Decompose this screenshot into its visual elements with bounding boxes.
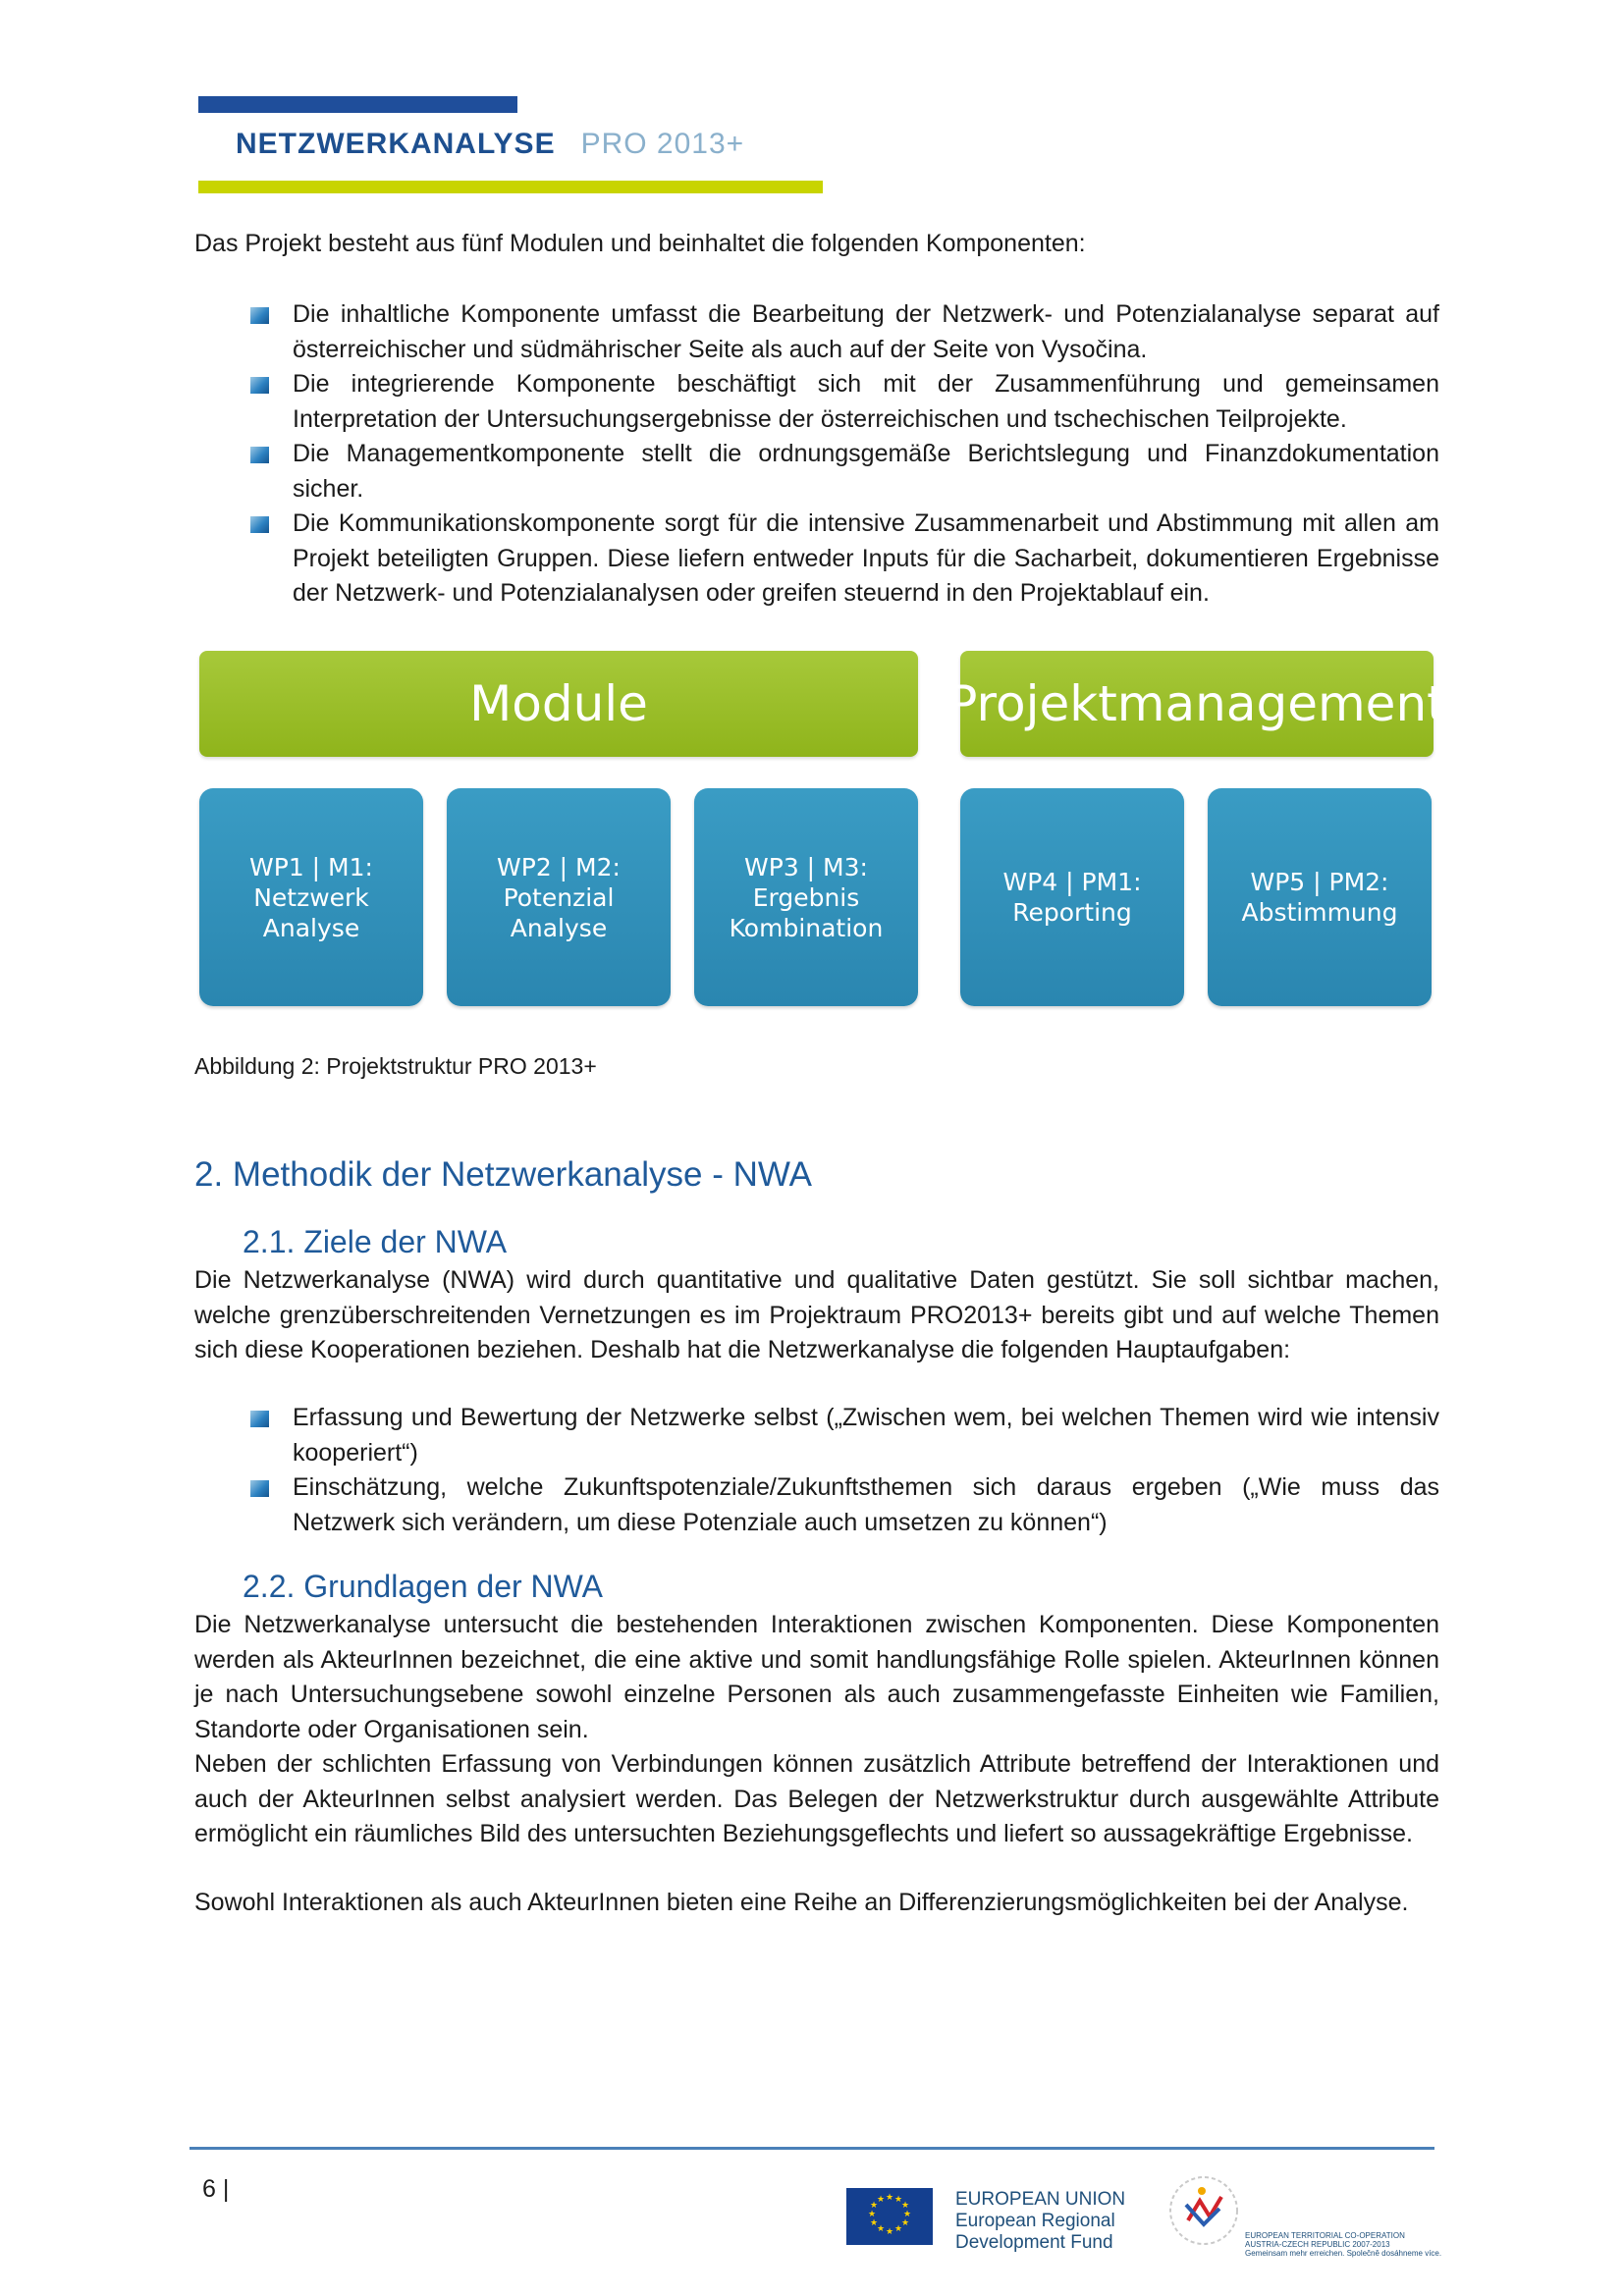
square-bullet-icon	[250, 1411, 269, 1427]
ziele-paragraph: Die Netzwerkanalyse (NWA) wird durch quantitative und qualitative Daten gestützt. Sie soll sichtbar machen, welche grenzüberschreitenden Vernetzungen es im Projektraum PRO2013+ bereits gibt und auf welche Themen sich diese Kooperationen beziehen. Deshalb hat die Netzwerkanalyse die folgenden Hauptaufgaben:	[194, 1266, 1439, 1363]
svg-text:★: ★	[893, 2195, 903, 2205]
svg-text:★: ★	[885, 2193, 894, 2203]
header-logo	[236, 128, 744, 161]
components-list	[245, 297, 1439, 612]
footer-divider	[189, 2147, 1434, 2150]
wp4-box: WP4 | PM1: Reporting	[960, 788, 1184, 1006]
svg-text:★: ★	[867, 2210, 877, 2219]
list-item: Einschätzung, welche Zukunftspotenziale/Zukunftsthemen sich daraus ergeben („Wie muss das Netzwerk sich verändern, um diese Potenziale auch umsetzen zu können“)	[245, 1470, 1439, 1540]
page-number: 6 |	[202, 2175, 230, 2203]
square-bullet-icon	[250, 377, 269, 394]
svg-text:★: ★	[902, 2210, 912, 2219]
list-item: Die Managementkomponente stellt die ordnungsgemäße Berichtslegung und Finanzdokumentation sicher.	[245, 437, 1439, 507]
subsection-heading-grundlagen: 2.2. Grundlagen der NWA	[243, 1569, 603, 1604]
tasks-list	[245, 1401, 1439, 1540]
logo-title: NETZWERKANALYSE	[236, 128, 556, 160]
figure-caption: Abbildung 2: Projektstruktur PRO 2013+	[194, 1053, 597, 1079]
list-item: Erfassung und Bewertung der Netzwerke selbst („Zwischen wem, bei welchen Themen wird wie intensiv kooperiert“)	[245, 1401, 1439, 1470]
list-item: Die integrierende Komponente beschäftigt sich mit der Zusammenführung und gemeinsamen Interpretation der Untersuchungsergebnisse der österreichischen und tschechischen Teilprojekte.	[245, 367, 1439, 437]
svg-text:★: ★	[869, 2218, 879, 2228]
square-bullet-icon	[250, 447, 269, 463]
grundlagen-paragraph-1: Die Netzwerkanalyse untersucht die bestehenden Interaktionen zwischen Komponenten. Diese Komponenten werden als AkteurInnen bezeichnet, die eine aktive und somit handlungsfähige Rolle spielen. AkteurInnen können je nach Untersuchungsebene sowohl einzelne Personen als auch zusammengefasste Einheiten wie Familien, Standorte oder Organisationen sein.	[194, 1611, 1439, 1743]
module-group-header: Module	[199, 651, 918, 757]
svg-text:★: ★	[876, 2224, 886, 2234]
section-heading: 2. Methodik der Netzwerkanalyse - NWA	[194, 1155, 812, 1194]
project-structure-diagram	[199, 651, 1446, 1006]
header-top-bar	[198, 96, 517, 113]
header-bottom-bar	[198, 181, 823, 193]
wp2-box: WP2 | M2: Potenzial Analyse	[447, 788, 671, 1006]
wp3-box: WP3 | M3: Ergebnis Kombination	[694, 788, 918, 1006]
square-bullet-icon	[250, 516, 269, 533]
list-item: Die Kommunikationskomponente sorgt für die intensive Zusammenarbeit und Abstimmung mit allen am Projekt beteiligten Gruppen. Diese liefern entweder Inputs für die Sacharbeit, dokumentieren Ergebnisse der Netzwerk- und Potenzialanalysen oder greifen steuernd in den Projektablauf ein.	[245, 507, 1439, 612]
subsection-heading-ziele: 2.1. Ziele der NWA	[243, 1224, 508, 1259]
svg-text:★: ★	[876, 2195, 886, 2205]
eu-fund-label: EUROPEAN UNION European Regional Development Fund	[955, 2189, 1126, 2253]
wp1-box: WP1 | M1: Netzwerk Analyse	[199, 788, 423, 1006]
etc-programme-label: EUROPEAN TERRITORIAL CO-OPERATION AUSTRIA-CZECH REPUBLIC 2007-2013 Gemeinsam mehr erreichen. Společně dosáhneme více.	[1245, 2231, 1442, 2258]
list-item: Die inhaltliche Komponente umfasst die Bearbeitung der Netzwerk- und Potenzialanalyse separat auf österreichischer und südmährischer Seite als auch auf der Seite von Vysočina.	[245, 297, 1439, 367]
svg-text:★: ★	[900, 2218, 910, 2228]
square-bullet-icon	[250, 307, 269, 324]
grundlagen-paragraph-2: Neben der schlichten Erfassung von Verbindungen können zusätzlich Attribute betreffend der Interaktionen und auch der AkteurInnen selbst analysiert werden. Das Belegen der Netzwerkstruktur durch ausgewählte Attribute ermöglicht ein räumliches Bild des untersuchten Beziehungsgeflechts und liefert so aussagekräftige Ergebnisse.	[194, 1750, 1439, 1847]
logo-subtitle: PRO 2013+	[580, 128, 745, 160]
wp5-box: WP5 | PM2: Abstimmung	[1208, 788, 1432, 1006]
projektmanagement-group-header: Projektmanagement	[960, 651, 1434, 757]
eu-flag-icon	[846, 2188, 933, 2245]
svg-text:★: ★	[900, 2201, 910, 2211]
intro-text: Das Projekt besteht aus fünf Modulen und beinhaltet die folgenden Komponenten:	[194, 230, 1086, 257]
grundlagen-paragraph-3: Sowohl Interaktionen als auch AkteurInnen bieten eine Reihe an Differenzierungsmöglichkeiten bei der Analyse.	[194, 1889, 1409, 1916]
svg-text:★: ★	[885, 2227, 894, 2237]
svg-text:★: ★	[893, 2224, 903, 2234]
square-bullet-icon	[250, 1480, 269, 1497]
svg-text:★: ★	[869, 2201, 879, 2211]
